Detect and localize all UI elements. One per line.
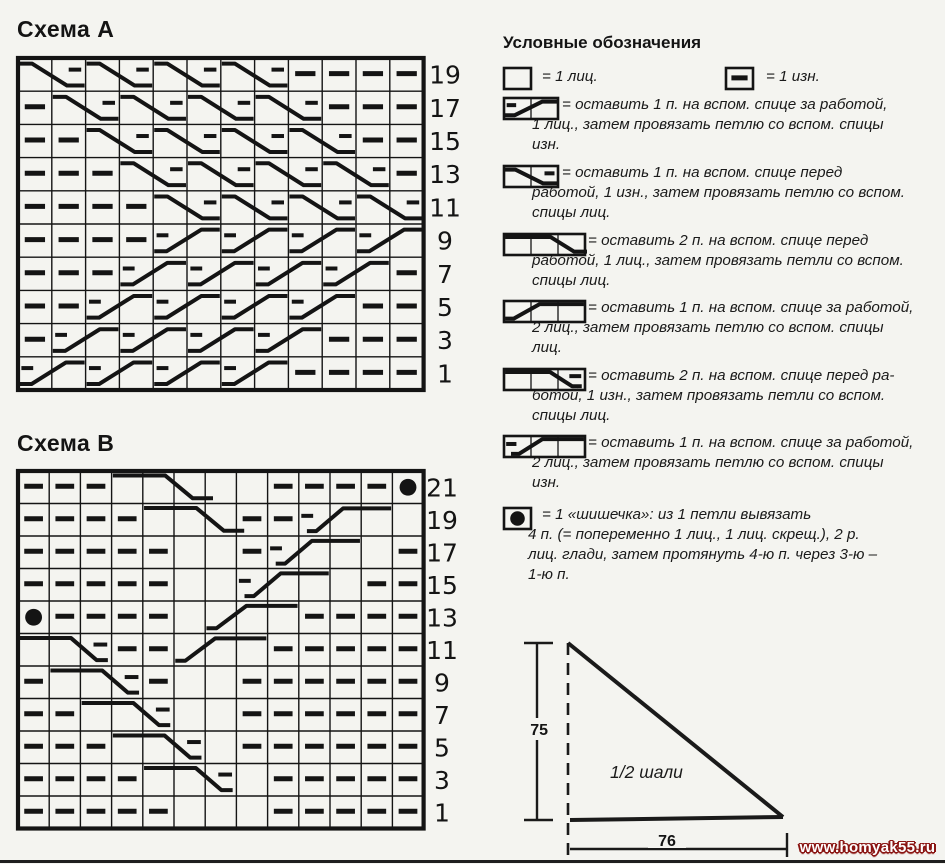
row-number: 3 <box>434 765 450 795</box>
legend-text: спицы лиц. <box>532 407 611 424</box>
legend-glyph-x5 <box>505 237 587 252</box>
legend-text: лиц. <box>532 339 562 356</box>
legend-text: работой, 1 лиц., затем провязать петли со вспом. <box>532 252 904 269</box>
legend-text: = оставить 1 п. на вспом. спице перед <box>562 164 843 181</box>
legend-text: = оставить 2 п. на вспом. спице перед ра- <box>588 367 895 384</box>
row-number: 21 <box>426 473 458 503</box>
legend-text: = оставить 1 п. на вспом. спице за работой, <box>588 434 914 451</box>
row-number: 19 <box>426 505 458 535</box>
row-number: 5 <box>437 293 453 322</box>
stitch-symbol-x8 <box>307 508 391 531</box>
page-bottom-edge <box>0 860 945 863</box>
legend-text: 1 лиц., затем провязать петлю со вспом. спицы <box>532 116 884 133</box>
row-number: 15 <box>426 570 458 600</box>
legend-text: работой, 1 изн., затем провязать петлю со вспом. <box>532 184 905 201</box>
legend-symbol-knit <box>502 66 533 91</box>
width-label: 76 <box>658 833 676 850</box>
hypotenuse <box>568 643 783 817</box>
stitch-symbol-x6 <box>206 606 297 628</box>
row-number: 19 <box>429 60 461 90</box>
scheme-a-chart <box>14 54 476 394</box>
legend-text: спицы лиц. <box>532 204 611 221</box>
legend <box>500 30 945 630</box>
legend-text: изн. <box>532 474 561 491</box>
stitch-symbol-x5 <box>144 508 244 531</box>
bottom-side <box>570 817 783 820</box>
row-number: 17 <box>429 93 461 123</box>
row-number: 17 <box>426 538 458 568</box>
row-number: 1 <box>437 359 453 389</box>
height-label: 75 <box>530 722 548 739</box>
stitch-symbol-x7 <box>113 736 202 758</box>
legend-text: изн. <box>532 136 561 153</box>
row-number: 13 <box>429 160 461 190</box>
scheme-b-chart <box>14 467 476 833</box>
stitch-symbol-o <box>25 609 42 626</box>
row-number: 11 <box>426 635 458 665</box>
stitch-symbol-x6 <box>175 638 266 660</box>
legend-text: = оставить 2 п. на вспом. спице перед <box>588 232 869 249</box>
row-number: 11 <box>429 193 461 223</box>
stitch-symbol-x7 <box>50 671 139 693</box>
stitch-symbol-x7 <box>82 703 171 725</box>
stitch-symbol-x7 <box>144 768 233 790</box>
legend-title: Условные обозначения <box>503 33 702 52</box>
row-number: 9 <box>434 668 450 698</box>
row-number: 5 <box>434 733 450 763</box>
legend-text: лиц. глади, затем протянуть 4-ю п. через 3-ю – <box>528 546 878 563</box>
scheme-a-title: Схема А <box>17 16 115 42</box>
stitch-symbol-o <box>400 479 417 496</box>
symbol-border <box>504 68 531 89</box>
row-number: 3 <box>437 326 453 356</box>
legend-text: = 1 «шишечка»: из 1 петли вывязать <box>542 506 812 523</box>
legend-glyph-x8 <box>511 439 584 454</box>
legend-text: 2 лиц., затем провязать петлю со вспом. спицы <box>532 454 884 471</box>
stitch-symbol-x7 <box>19 638 108 660</box>
legend-text: 1-ю п. <box>528 566 570 583</box>
legend-glyph-bobble <box>510 511 525 526</box>
row-number: 7 <box>437 259 453 289</box>
row-number: 9 <box>437 226 453 256</box>
half-shawl-label: 1/2 шали <box>610 762 683 782</box>
watermark: www.homyak55.ru <box>799 839 936 856</box>
legend-text: = оставить 1 п. на вспом. спице за работой, <box>588 299 914 316</box>
row-number: 7 <box>434 700 450 730</box>
row-number: 15 <box>429 127 461 156</box>
stitch-symbol-x8 <box>245 573 329 596</box>
legend-text: = оставить 1 п. на вспом. спице за работой, <box>562 96 888 113</box>
legend-text: = 1 лиц. <box>542 68 598 85</box>
legend-text: 2 лиц., затем провязать петлю со вспом. спицы <box>532 319 884 336</box>
legend-text: спицы лиц. <box>532 272 611 289</box>
scheme-b-title: Схема В <box>17 430 115 456</box>
row-number: 13 <box>426 603 458 633</box>
shawl-shape-diagram <box>500 628 940 864</box>
legend-text: 4 п. (= попеременно 1 лиц., 1 лиц. скрещ.), 2 р. <box>528 526 860 543</box>
legend-symbol-purl <box>724 66 755 91</box>
stitch-symbol-x8 <box>276 541 360 564</box>
stitch-symbol-x5 <box>113 476 213 499</box>
knit-stitch-icon <box>502 66 533 96</box>
purl-stitch-icon <box>724 66 755 96</box>
legend-text: ботой, 1 изн., затем провязать петли со вспом. <box>532 387 886 404</box>
legend-glyph-x7 <box>505 372 582 386</box>
row-number: 1 <box>434 798 450 828</box>
legend-glyph-x6 <box>505 304 584 318</box>
legend-text: = 1 изн. <box>766 68 820 85</box>
